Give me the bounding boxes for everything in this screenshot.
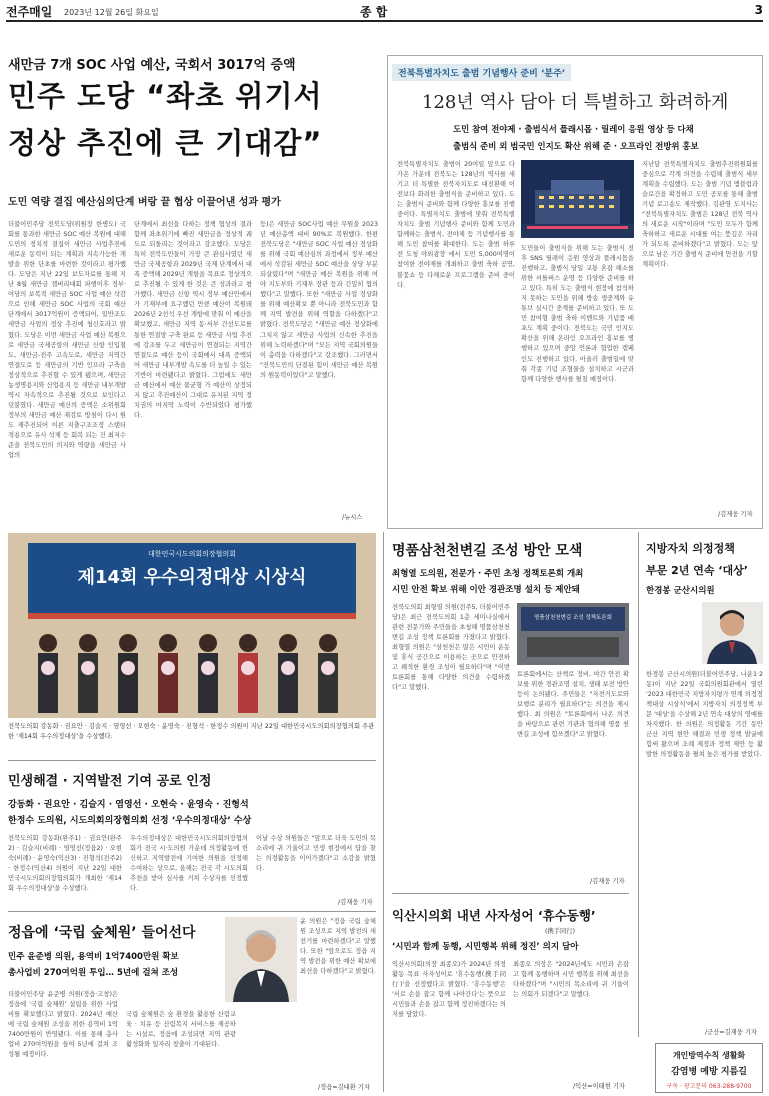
lead-subtitle: 새만금 7개 SOC 사업 예산, 국회서 3017억 증액 bbox=[8, 58, 296, 73]
iksan-body-col1: 익산시의회(의장 최종오)가 2024년 의정활동 목표 사자성어로 '휴수동행(携手同行)'을 선정했다고 밝혔다. '휴수동행'은 '서로 손을 잡고 함께 나아간다'는 뜻으로 시민들과 손을 잡고 함께 정진하겠다는 의지를 담았다. bbox=[392, 961, 506, 1019]
feature-tag: 전북특별자치도 출범 기념행사 준비 ‘분주’ bbox=[392, 64, 571, 81]
iksan-hanja: (携手同行) bbox=[545, 928, 576, 935]
page-number: 3 bbox=[754, 3, 763, 17]
feature-body-col1: 전북특별자치도 출범이 20여일 앞으로 다가온 가운데 전북도는 128년의 역사를 새기고 더 특별한 전북자치도로 대전환해 이전보다 화려한 출범식을 준비하고 있다. 도는 출범식 준비와 함께 다양한 홍보를 진행 중이다. 특별자치도 출범에 맞춰 전북특별자치도 출범 기념행사 준비와 함께 도민과 함께하는 출범식, 전야제 등 기념행사를 통해 도민 참여를 확대한다. 도는 출범 하루 전 도청 야외광장 에서 도민 5,000여명이 참여한 전야제를 개최하고 출범 축하 공연, 불꽃쇼 등 다채로운 프로그램을 준비 중이다. bbox=[397, 161, 515, 289]
heritage-sub1: 최형열 도의원, 전문가 · 주민 초청 정책토론회 개최 bbox=[392, 569, 584, 579]
award-sub1: 강동화 · 권요안 · 김슬지 · 염영선 · 오현숙 · 윤영숙 · 진형석 bbox=[8, 800, 249, 810]
council-body: 한경봉 군산시의원(더불어민주당, 나운1·2동)이 지난 22일 국회의원회관에서 열린 '2023 대한민국 지방자치평가 연계 의정정책대상 시상식'에서 지방자치 의정정책 부문 '대상'을 수상해 2년 연속 대상의 영예를 차지했다. 한 의원은 의정활동 기간 동안 군산 지역 현안 해결과 민생 정책 발굴에 힘써 왔으며 조례 제정과 정책 제안 등 활발한 의정활동을 펼쳐 높은 평가를 받았다. bbox=[646, 671, 763, 759]
divider bbox=[8, 760, 376, 761]
award-body-col1: 전북도의회 강동화(완주1) · 권요안(완주2) · 김슬지(비례) · 염영선(정읍2) · 오현숙(비례) · 윤영숙(익산3) · 진형석(전주2) · 한정수(익산4) 의원이 지난 22일 대한민국시도의회의장협의회가 개최한 '제14회 우수의정대상'을 수상했다. bbox=[8, 835, 122, 893]
award-body-col2: 우수의정대상은 대한민국시도의회의장협의회가 전국 시·도의원 가운데 의정활동에 헌신하고 지역발전에 기여한 의원을 선정해 수여하는 상으로, 올해는 전국 각 시도의회 추천을 받아 심사를 거쳐 수상자를 선정했다. bbox=[130, 835, 248, 893]
forest-portrait-photo bbox=[225, 917, 297, 1002]
forum-banner: 명품삼천천변길 조성 정책토론회 bbox=[534, 615, 612, 621]
lead-headline-line1: 민주 도당 “좌초 위기서 bbox=[8, 79, 323, 113]
forest-sub1: 민주 윤준병 의원, 용역비 1억7400만원 확보 bbox=[8, 952, 179, 962]
forest-body-col1: 더불어민주당 윤준병 의원(정읍·고창)은 정읍에 '국립 숲체원' 설립을 위한 사업비를 확보했다고 밝혔다. 2024년 예산에 국립 숲체원 조성을 위한 용역비 1억7400만원이 반영됐다. 이를 통해 총사업비 270여억원을 들여 5년에 걸쳐 조성될 예정이다. bbox=[8, 991, 118, 1059]
lead-body-col3: 등)은 새만금 SOC사업 예산 무원을 2023년 예산총액 대비 90%로 복원했다. 한편 전북도당은 "새만금 SOC 사업 예산 정상화를 위해 국회 예산심의 과정에서 정부 예산에서 삭감된 새만금 SOC 예산을 상당 부분 되살렸다"며 "새만금 예산 복원을 위해 여야 지도부와 기재부 장관 등과 긴밀히 협의했다"고 말했다. 또한 "새만금 사업 정상화를 위해 예산확보 뿐 아니라 전북도민과 함께 지역 발전을 위해 역할을 다하겠다"고 밝혔다. 전북도당은 "새만금 예산 정상화에 그치지 않고 새만금 사업의 신속한 추진을 위해 노력하겠다"며 "모든 지역 국회의원들이 총력을 다하겠다"고 강조했다. 그러면서 "전북도민의 단결된 힘이 새만금 예산 복원의 원동력이었다"고 말했다. bbox=[260, 221, 378, 379]
council-title2: 부문 2년 연속 ‘대상’ bbox=[646, 564, 748, 577]
building-night-photo bbox=[521, 160, 634, 238]
lead-blurb: 도민 역량 결집 예산심의단계 벼랑 끝 협상 이끌어낸 성과 평가 bbox=[8, 197, 281, 208]
heritage-byline: /김재웅 기자 bbox=[590, 878, 625, 885]
heritage-body-col2: 토론회에서는 산책로 정비, 야간 안전 확보를 위한 경관조명 설치, 생태 보전 방안 등이 논의됐다. 주민들은 "자전거도로와 보행로 분리가 필요하다"는 의견을 제시했다. 최 의원은 "토론회에서 나온 의견을 바탕으로 관련 기관과 협의해 명품 천변길 조성에 힘쓰겠다"고 밝혔다. bbox=[517, 671, 629, 739]
lead-byline: /뉴시스 bbox=[342, 514, 363, 521]
iksan-sub1: ‘시민과 함께 동행, 시민행복 위해 정진’ 의지 담아 bbox=[392, 942, 579, 952]
award-title: 민생해결 · 지역발전 기여 공로 인정 bbox=[8, 774, 212, 789]
lead-headline-line2: 정상 추진에 큰 기대감” bbox=[8, 126, 323, 160]
forest-title: 정읍에 ‘국립 숲체원’ 들어선다 bbox=[8, 925, 196, 941]
award-body-col3: 이날 수상 의원들은 "앞으로 더욱 도민의 목소리에 귀 기울이고 민생 현장에서 답을 찾는 의정활동을 이어가겠다"고 소감을 밝혔다. bbox=[256, 835, 376, 873]
feature-sub2: 출범식 준비 외 범국민 인지도 확산 위해 준 · 오프라인 전방위 홍보 bbox=[453, 141, 699, 151]
award-byline: /김재웅 기자 bbox=[338, 899, 373, 906]
feature-byline: /김재웅 기자 bbox=[718, 511, 753, 518]
feature-body-col2: 도민들이 출범식을 위해 도는 출범식 전후 SNS 릴레이 응원 영상과 플래시몹을 진행하고, 출범식 당일 교통 혼잡 해소를 위한 셔틀버스 운영 등 다양한 준비를 하고 있다. 특히 도는 출범식 현장에 참석하지 못하는 도민을 위해 방송 생중계와 유튜브 실시간 중계를 준비하고 있다. 또 도민 참여형 출범 축하 이벤트와 기념품 배포도 계획 중이다. 전북도는 국민 인지도 확산을 위해 온라인 오프라인 홍보를 병행하고 있으며 중앙 언론과 협업한 캠페인도 진행하고 있다. 아울러 출범일에 맞춰 각종 기념 조형물을 설치하고 시군과 함께 다양한 행사를 펼칠 예정이다. bbox=[521, 245, 634, 383]
ceremony-illustration bbox=[8, 533, 376, 718]
feature-headline: 128년 역사 담아 더 특별하고 화려하게 bbox=[422, 92, 729, 113]
divider bbox=[392, 893, 629, 894]
council-person: 한경봉 군산시의원 bbox=[646, 586, 715, 596]
newspaper-name: 전주매일 bbox=[6, 5, 53, 19]
feature-body-col3: 지난달 전북특별자치도 출범추진위원회를 중심으로 각계 의견을 수렴해 출범식 세부 계획을 수립했다. 도는 출범 기념 엠블럼과 슬로건을 확정하고 도민 공모를 통해 출범 기념 로고송도 제작했다. 김관영 도지사는 "전북특별자치도 출범은 128년 전북 역사의 새로운 시작"이라며 "도민 모두가 함께 축하하고 새로운 시대를 여는 뜻깊은 자리가 되도록 준비하겠다"고 밝혔다. 도는 앞으로 남은 기간 출범식 준비에 만전을 기할 계획이다. bbox=[642, 161, 758, 269]
masthead bbox=[6, 2, 763, 22]
iksan-body-col2: 최종오 의장은 "2024년에도 시민과 손잡고 함께 동행하며 시민 행복을 위해 최선을 다하겠다"며 "시민의 목소리에 귀 기울이는 의회가 되겠다"고 말했다. bbox=[513, 961, 629, 999]
heritage-title: 명품삼천천변길 조성 방안 모색 bbox=[392, 543, 583, 559]
forest-sub2: 총사업비 270여억원 투입… 5년에 걸쳐 조성 bbox=[8, 968, 179, 978]
column-divider bbox=[383, 532, 384, 1092]
section-name: 종 합 bbox=[360, 5, 388, 19]
lead-body-col2: 단계에서 최선을 다하는 정책 협상의 결과 함께 좌초위기에 빠진 새만금을 정상적 궤도로 되돌리는 것이라고 강조했다. 도당은 특히 전북도민들이 가장 큰 관심사였던 새만금 국제공항과 2029년 국제 단계에서 대폭 증액해 2029년 개항을 목표로 정상적으로 추진될 수 있게 한 것은 큰 성과라고 평가했다. 새만금 신항 역시 정부 예산안에서 가 기재부에 요구했던 만큼 예산이 복원돼 2026년 2선석 우선 개항에 맞춰 이 예산을 확보했고, 새만금 지역 동·서부 간선도로를 통한 연결망 구축 완료 등 새만금 사업 추진에 강조를 두고 새만금이 연결되는 지역간 연결도로 예산 등이 국회에서 대폭 증액되어 새만금 내부개발 속도를 더 높일 수 있는 기반이 마련됐다고 밝혔다. 그럼에도 새만금 예산에서 예산 불균형 가 예산이 상정되지 않고 추진예산이 그대로 유지된 지역 정치권의 마지막 노력이 수반되었다 평가했다. bbox=[134, 221, 252, 419]
ad-line1: 개인방역수칙 생활화 bbox=[672, 1051, 746, 1060]
award-sub2: 한정수 도의원, 시도의회의장협의회 선정 ‘우수의정대상’ 수상 bbox=[8, 816, 252, 826]
ad-line2: 감염병 예방 지름길 bbox=[671, 1067, 747, 1077]
council-byline: /군산=김재웅 기자 bbox=[705, 1029, 757, 1036]
ad-box bbox=[655, 1043, 763, 1093]
building-illustration bbox=[521, 160, 634, 238]
portrait-illustration bbox=[225, 917, 297, 1002]
issue-date: 2023년 12월 26일 화요일 bbox=[64, 8, 159, 17]
lead-body-col1: 더불어민주당 전북도당(위원장 한병도) 국회를 통과한 새만금 SOC 예산 복원에 대해 도민의 정치적 결집이 새만금 사업추진에 새로운 동력이 되는 계획과 지속가능한 개발을 위한 단초를 마련한 것이라고 평가했다. 도당은 지난 22일 보도자료를 통해 지난 8월 새만금 잼버리대회 파행이후 정부·여당의 보복적 새만금 SOC 사업 예산 삭감으로 인해 새만금 SOC 사업의 국회 예산 단계에서 3017억원이 증액되어, 일반조도 새만금 사업의 정상 추진에 청신호라고 밝혔다. 도당은 이번 새만금 사업 예산 복원으로 새만금 국제공항의 새만금 신항 인입철도, 새만금-전주 고속도로, 새만금 지역간 연결도로 등 새만금의 기반 인프라 구축을 정상적으로 추진할 수 있게 됐으며, 새만금 농생명용지와 산업용지 등 새만금 내부개발 역시 자속적으로 추진될 것으로 보인다고 덧붙였다. 새만금 예산의 증액은 소위원회 정부의 새만금 예산 재검토 방침이 다시 원도 재추진되어 이른 지출구조조정 스탠더 적용으로 유사 삭제 등 회복 되는 건 최저수준을 전북도민의 의지와 역량을 새만금 사업의 bbox=[8, 221, 126, 460]
iksan-byline: /익산=이태현 기자 bbox=[573, 1083, 625, 1090]
feature-sub1: 도민 참여 전야제 · 출범식서 플래시몹 · 릴레이 응원 영상 등 다채 bbox=[453, 124, 694, 134]
portrait-illustration bbox=[702, 602, 763, 664]
iksan-title: 익산시의회 내년 사자성어 ‘휴수동행’ bbox=[392, 908, 596, 923]
council-body-top bbox=[646, 602, 700, 668]
heritage-photo bbox=[517, 603, 629, 665]
forest-byline: /정읍=김대환 기자 bbox=[318, 1084, 370, 1091]
heritage-sub2: 시민 안전 확보 위해 이안 경관조명 설치 등 제안돼 bbox=[392, 585, 580, 595]
award-photo-caption: 전북도의회 강동화 · 권요안 · 김슬지 · 염영선 · 오현숙 · 윤영숙 · 진형석 · 한정수 의원이 지난 22일 대한민국시도의회의장협의회 주관한 '제14회 우수의정대상'을 수상했다. bbox=[8, 723, 375, 740]
heritage-body-col1: 전북도의회 최형열 의원(전주5, 더불어민주당)은 최근 전북도의회 1층 세미나실에서 관련 전문가와 주민들을 초청해 명품삼천천변길 조성 정책 토론회를 가졌다고 밝혔다. 최형열 의원은 "삼천천은 많은 시민이 운동 및 휴식 공간으로 이용하는 곳으로 안전하고 쾌적한 환경 조성이 필요하다"며 "이번 토론회를 통해 다양한 의견을 수렴하겠다"고 말했다. bbox=[392, 604, 510, 692]
banner-title: 제14회 우수의정대상 시상식 bbox=[77, 567, 307, 588]
divider bbox=[8, 911, 376, 912]
award-ceremony-photo bbox=[8, 533, 376, 718]
column-divider bbox=[638, 532, 639, 1037]
council-portrait-photo bbox=[702, 602, 763, 664]
forest-body-col3: 윤 의원은 "정읍 국립 숲체원 조성으로 지역 발전의 새 전기를 마련하겠다"고 말했다. 또한 "앞으로도 정읍 지역 발전을 위한 예산 확보에 최선을 다하겠다"고 밝혔다. bbox=[300, 918, 376, 976]
ad-line3: 구독 · 광고문의 063-288-9700 bbox=[666, 1083, 752, 1090]
council-title: 지방자치 의정정책 bbox=[646, 542, 735, 555]
banner-organizer: 대한민국시도의회의장협의회 bbox=[148, 550, 236, 558]
forest-body-col2: 국립 숲체원은 숲 환경을 활용한 산림교육 · 치유 등 산림복지 서비스를 제공하는 시설로, 정읍에 조성되면 지역 관광 활성화와 일자리 창출이 기대된다. bbox=[126, 1011, 236, 1049]
